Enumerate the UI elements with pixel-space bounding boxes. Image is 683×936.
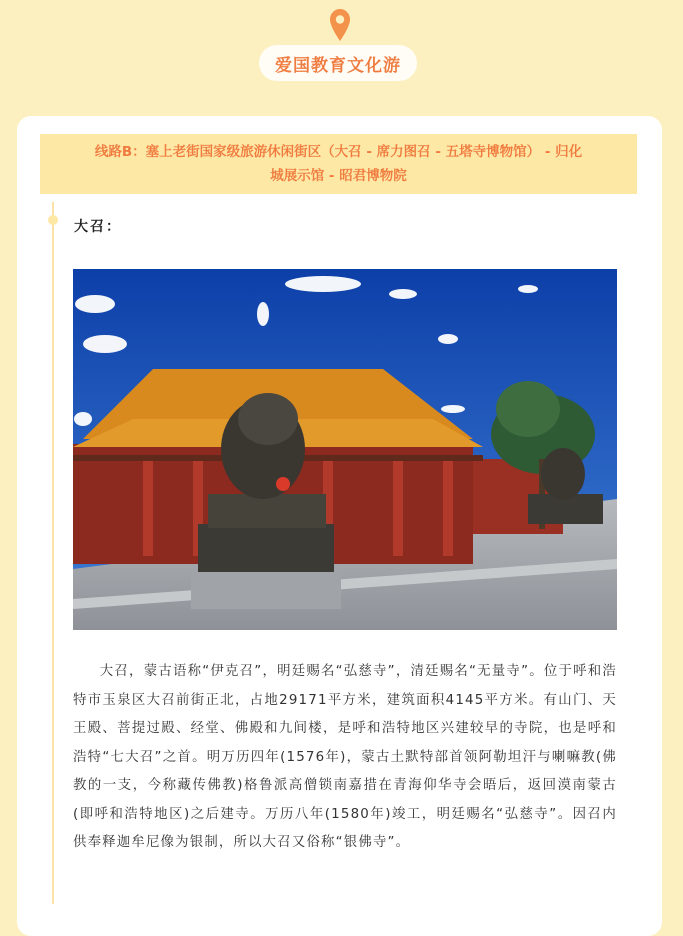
route-text-line2: 城展示馆 - 昭君博物院 [270,168,407,184]
location-pin-icon [329,8,351,42]
page-title: 爱国教育文化游 [259,45,417,81]
section-paragraph: 大召，蒙古语称“伊克召”，明廷赐名“弘慈寺”，清廷赐名“无量寺”。位于呼和浩特市玉泉区大召前街正北，占地29171平方米，建筑面积4145平方米。有山门、天王殿、菩提过殿、经堂、佛殿和九间楼，是呼和浩特地区兴建较早的寺院，也是呼和浩特“七大召”之首。明万历四年(1576年)，蒙古土默特部首领阿勒坦汗与喇嘛教(佛教的一支，今称藏传佛教)格鲁派高僧锁南嘉措在青海仰华寺会晤后，返回漠南蒙古(即呼和浩特地区)之后建寺。万历八年(1580年)竣工，明廷赐名“弘慈寺”。因召内供奉释迦牟尼像为银制，所以大召又俗称“银佛寺”。 [73,664,617,850]
temple-photo [73,269,617,630]
route-banner [40,134,637,194]
timeline-dot [48,215,58,225]
route-text-line1: 线路B：塞上老街国家级旅游休闲街区（大召 - 席力图召 - 五塔寺博物馆） - 归化 [94,144,583,160]
section-heading: 大召： [74,219,122,235]
temple-photo-illustration [73,269,617,630]
timeline-line [52,202,54,904]
